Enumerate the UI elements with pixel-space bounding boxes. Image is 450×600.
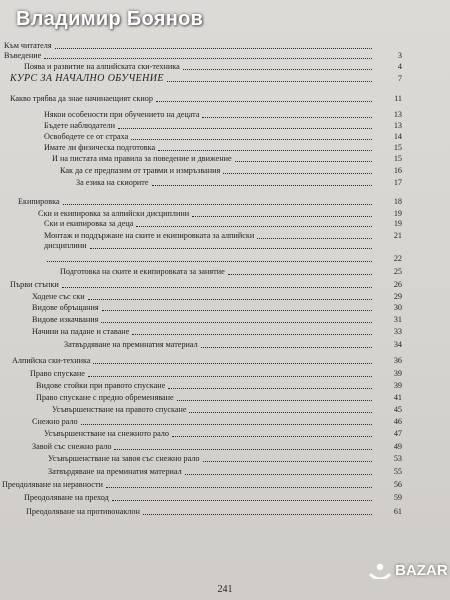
toc-entry-title: Завой със снежно рало <box>32 442 112 451</box>
toc-entry-title: Право спускане <box>30 369 85 378</box>
toc-entry-page: 15 <box>393 154 402 163</box>
seller-watermark: Владимир Боянов <box>16 8 204 30</box>
toc-leader-dots <box>168 388 372 389</box>
toc-entry-title: Преодоляване на преход <box>24 493 109 502</box>
toc-entry-title: Някои особености при обучението на децата <box>44 110 200 119</box>
toc-entry <box>0 314 450 326</box>
toc-entry-page: 39 <box>393 369 402 378</box>
toc-entry-title: Ски и екипировка за деца <box>44 219 134 228</box>
toc-entry-page: 53 <box>393 454 402 463</box>
toc-entry-title: Ходене със ски <box>32 292 85 301</box>
toc-entry-title: Усъвършенстване на завоя със снежно рало <box>48 454 200 463</box>
toc-entry-title: Затвърдяване на преминатия материал <box>64 340 198 349</box>
toc-entry-page: 14 <box>393 132 402 141</box>
toc-leader-dots <box>192 216 372 217</box>
toc-entry <box>0 368 450 380</box>
toc-entry-title: Видове обръщания <box>32 303 99 312</box>
toc-entry-title: Затвърдяване на преминатия материал <box>48 467 182 476</box>
toc-entry-page: 61 <box>393 507 402 516</box>
toc-entry-title: Начини на падане и ставане <box>32 327 130 336</box>
toc-entry-page: 55 <box>393 467 402 476</box>
toc-leader-dots <box>62 287 372 288</box>
toc-leader-dots <box>101 322 372 323</box>
toc-entry-title: Към читателя <box>4 41 52 50</box>
toc-leader-dots <box>202 117 372 118</box>
toc-entry <box>0 73 450 85</box>
toc-entry <box>0 392 450 404</box>
toc-entry <box>0 466 450 478</box>
toc-entry-page: 39 <box>393 381 402 390</box>
toc-entry-page: 56 <box>393 480 402 489</box>
toc-leader-dots <box>63 204 372 205</box>
toc-entry-page: 46 <box>393 417 402 426</box>
toc-leader-dots <box>235 161 372 162</box>
toc-entry <box>0 404 450 416</box>
toc-entry-page: 17 <box>393 178 402 187</box>
toc-entry-title: И на пистата има правила за поведение и движение <box>52 154 232 163</box>
toc-entry <box>0 355 450 367</box>
toc-entry <box>0 416 450 428</box>
toc-entry-page: 41 <box>393 393 402 402</box>
toc-entry-page: 33 <box>393 327 402 336</box>
toc-entry-title: Преодоляване на противонаклон <box>26 507 140 516</box>
bazar-logo-icon <box>369 561 391 579</box>
toc-entry-page: 4 <box>397 62 402 71</box>
bazar-logo <box>369 561 448 579</box>
toc-leader-dots <box>223 173 372 174</box>
toc-entry-page: 49 <box>393 442 402 451</box>
toc-entry-page: 36 <box>393 356 402 365</box>
toc-entry-title: Поява и развитие на алпийската ски-техника <box>24 62 180 71</box>
bazar-logo-text: BAZAR <box>395 562 448 579</box>
toc-entry <box>0 253 450 265</box>
toc-entry <box>0 177 450 189</box>
toc-entry-title: Ски и екипировка за алпийски дисциплини <box>38 209 190 218</box>
toc-entry <box>0 453 450 465</box>
toc-entry <box>0 339 450 351</box>
toc-entry <box>0 61 450 73</box>
toc-entry-page: 26 <box>393 280 402 289</box>
toc-entry <box>0 93 450 105</box>
toc-entry-title: Имате ли физическа подготовка <box>44 143 156 152</box>
toc-entry <box>0 479 450 491</box>
toc-entry-page: 59 <box>393 493 402 502</box>
toc-leader-dots <box>131 139 372 140</box>
toc-entry <box>0 428 450 440</box>
toc-leader-dots <box>44 58 372 59</box>
toc-entry-page: 34 <box>393 340 402 349</box>
toc-entry-title: Усъвършенстване на правото спускане <box>52 405 187 414</box>
toc-leader-dots <box>55 48 372 49</box>
toc-leader-dots <box>93 363 372 364</box>
toc-entry <box>0 196 450 208</box>
toc-entry <box>0 326 450 338</box>
toc-leader-dots <box>136 226 372 227</box>
toc-entry-title: Въведение <box>4 51 42 60</box>
toc-entry-title: Освободете се от страха <box>44 132 129 141</box>
toc-leader-dots <box>177 400 372 401</box>
toc-leader-dots <box>201 347 372 348</box>
toc-leader-dots <box>143 514 372 515</box>
toc-leader-dots <box>203 461 372 462</box>
toc-entry-title: КУРС ЗА НАЧАЛНО ОБУЧЕНИЕ <box>10 73 164 84</box>
toc-leader-dots <box>88 376 372 377</box>
toc-entry-title: Подготовка на ските и екипировката за занятие <box>60 267 225 276</box>
toc-leader-dots <box>167 81 372 82</box>
toc-entry-page: 18 <box>393 197 402 206</box>
toc-leader-dots <box>88 299 372 300</box>
toc-leader-dots <box>156 101 372 102</box>
toc-leader-dots <box>81 424 372 425</box>
toc-leader-dots <box>102 310 372 311</box>
toc-entry-title: За езика на скиорите <box>76 178 149 187</box>
toc-leader-dots <box>90 248 372 249</box>
toc-leader-dots <box>183 69 372 70</box>
toc-entry-title: Снежно рало <box>32 417 78 426</box>
toc-entry-title: дисциплини <box>44 241 87 250</box>
toc-entry <box>0 240 450 252</box>
toc-entry <box>0 506 450 518</box>
toc-entry-title: Право спускане с предно обременяване <box>36 393 174 402</box>
toc-leader-dots <box>185 474 372 475</box>
toc-entry <box>0 302 450 314</box>
toc-leader-dots <box>106 487 372 488</box>
toc-entry-title: Видове стойки при правото спускане <box>36 381 166 390</box>
toc-entry-page: 45 <box>393 405 402 414</box>
toc-entry-page: 22 <box>393 254 402 263</box>
toc-entry <box>0 165 450 177</box>
toc-leader-dots <box>132 334 372 335</box>
toc-entry-page: 7 <box>397 74 402 83</box>
toc-entry <box>0 279 450 291</box>
toc-entry-title: Какво трябва да знае начинаещият скиор <box>10 94 153 103</box>
toc-leader-dots <box>114 449 372 450</box>
toc-leader-dots <box>118 128 372 129</box>
toc-entry-page: 19 <box>393 219 402 228</box>
toc-leader-dots <box>257 238 372 239</box>
toc-entry-page: 47 <box>393 429 402 438</box>
toc-entry-title: Усъвършенстване на снежното рало <box>44 429 169 438</box>
toc-leader-dots <box>172 436 372 437</box>
toc-entry-title: Монтаж и поддържане на ските и екипировката за алпийски <box>44 231 255 240</box>
toc-entry <box>0 266 450 278</box>
toc-entry <box>0 441 450 453</box>
toc-entry-page: 30 <box>393 303 402 312</box>
toc-entry-page: 13 <box>393 110 402 119</box>
toc-entry-page: 19 <box>393 209 402 218</box>
toc-entry-title: Видове изкачвания <box>32 315 99 324</box>
toc-entry <box>0 218 450 230</box>
toc-leader-dots <box>112 500 372 501</box>
toc-entry-title: Първи стъпки <box>10 280 59 289</box>
toc-entry-page: 16 <box>393 166 402 175</box>
toc-entry-page: 3 <box>397 51 402 60</box>
toc-entry-page: 21 <box>393 231 402 240</box>
toc-entry-page: 11 <box>394 94 402 103</box>
toc-leader-dots <box>189 412 372 413</box>
toc-entry-title: Как да се предпазим от травми и измръзвания <box>60 166 221 175</box>
toc-leader-dots <box>158 150 372 151</box>
toc-entry-title: Преодоляване на неравности <box>2 480 103 489</box>
toc-entry-title: Бъдете наблюдатели <box>44 121 116 130</box>
toc-entry-page: 25 <box>393 267 402 276</box>
toc-entry-page: 13 <box>393 121 402 130</box>
toc-entry-title: Алпийска ски-техника <box>12 356 91 365</box>
page-number: 241 <box>217 584 233 595</box>
toc-leader-dots <box>228 274 372 275</box>
toc-entry <box>0 492 450 504</box>
toc-entry-page: 31 <box>393 315 402 324</box>
toc-entry <box>0 380 450 392</box>
toc-entry-title: Екипировка <box>18 197 60 206</box>
toc-leader-dots <box>47 261 372 262</box>
toc-entry-page: 29 <box>393 292 402 301</box>
toc-entry-page: 15 <box>393 143 402 152</box>
toc-entry <box>0 153 450 165</box>
toc-leader-dots <box>152 185 372 186</box>
